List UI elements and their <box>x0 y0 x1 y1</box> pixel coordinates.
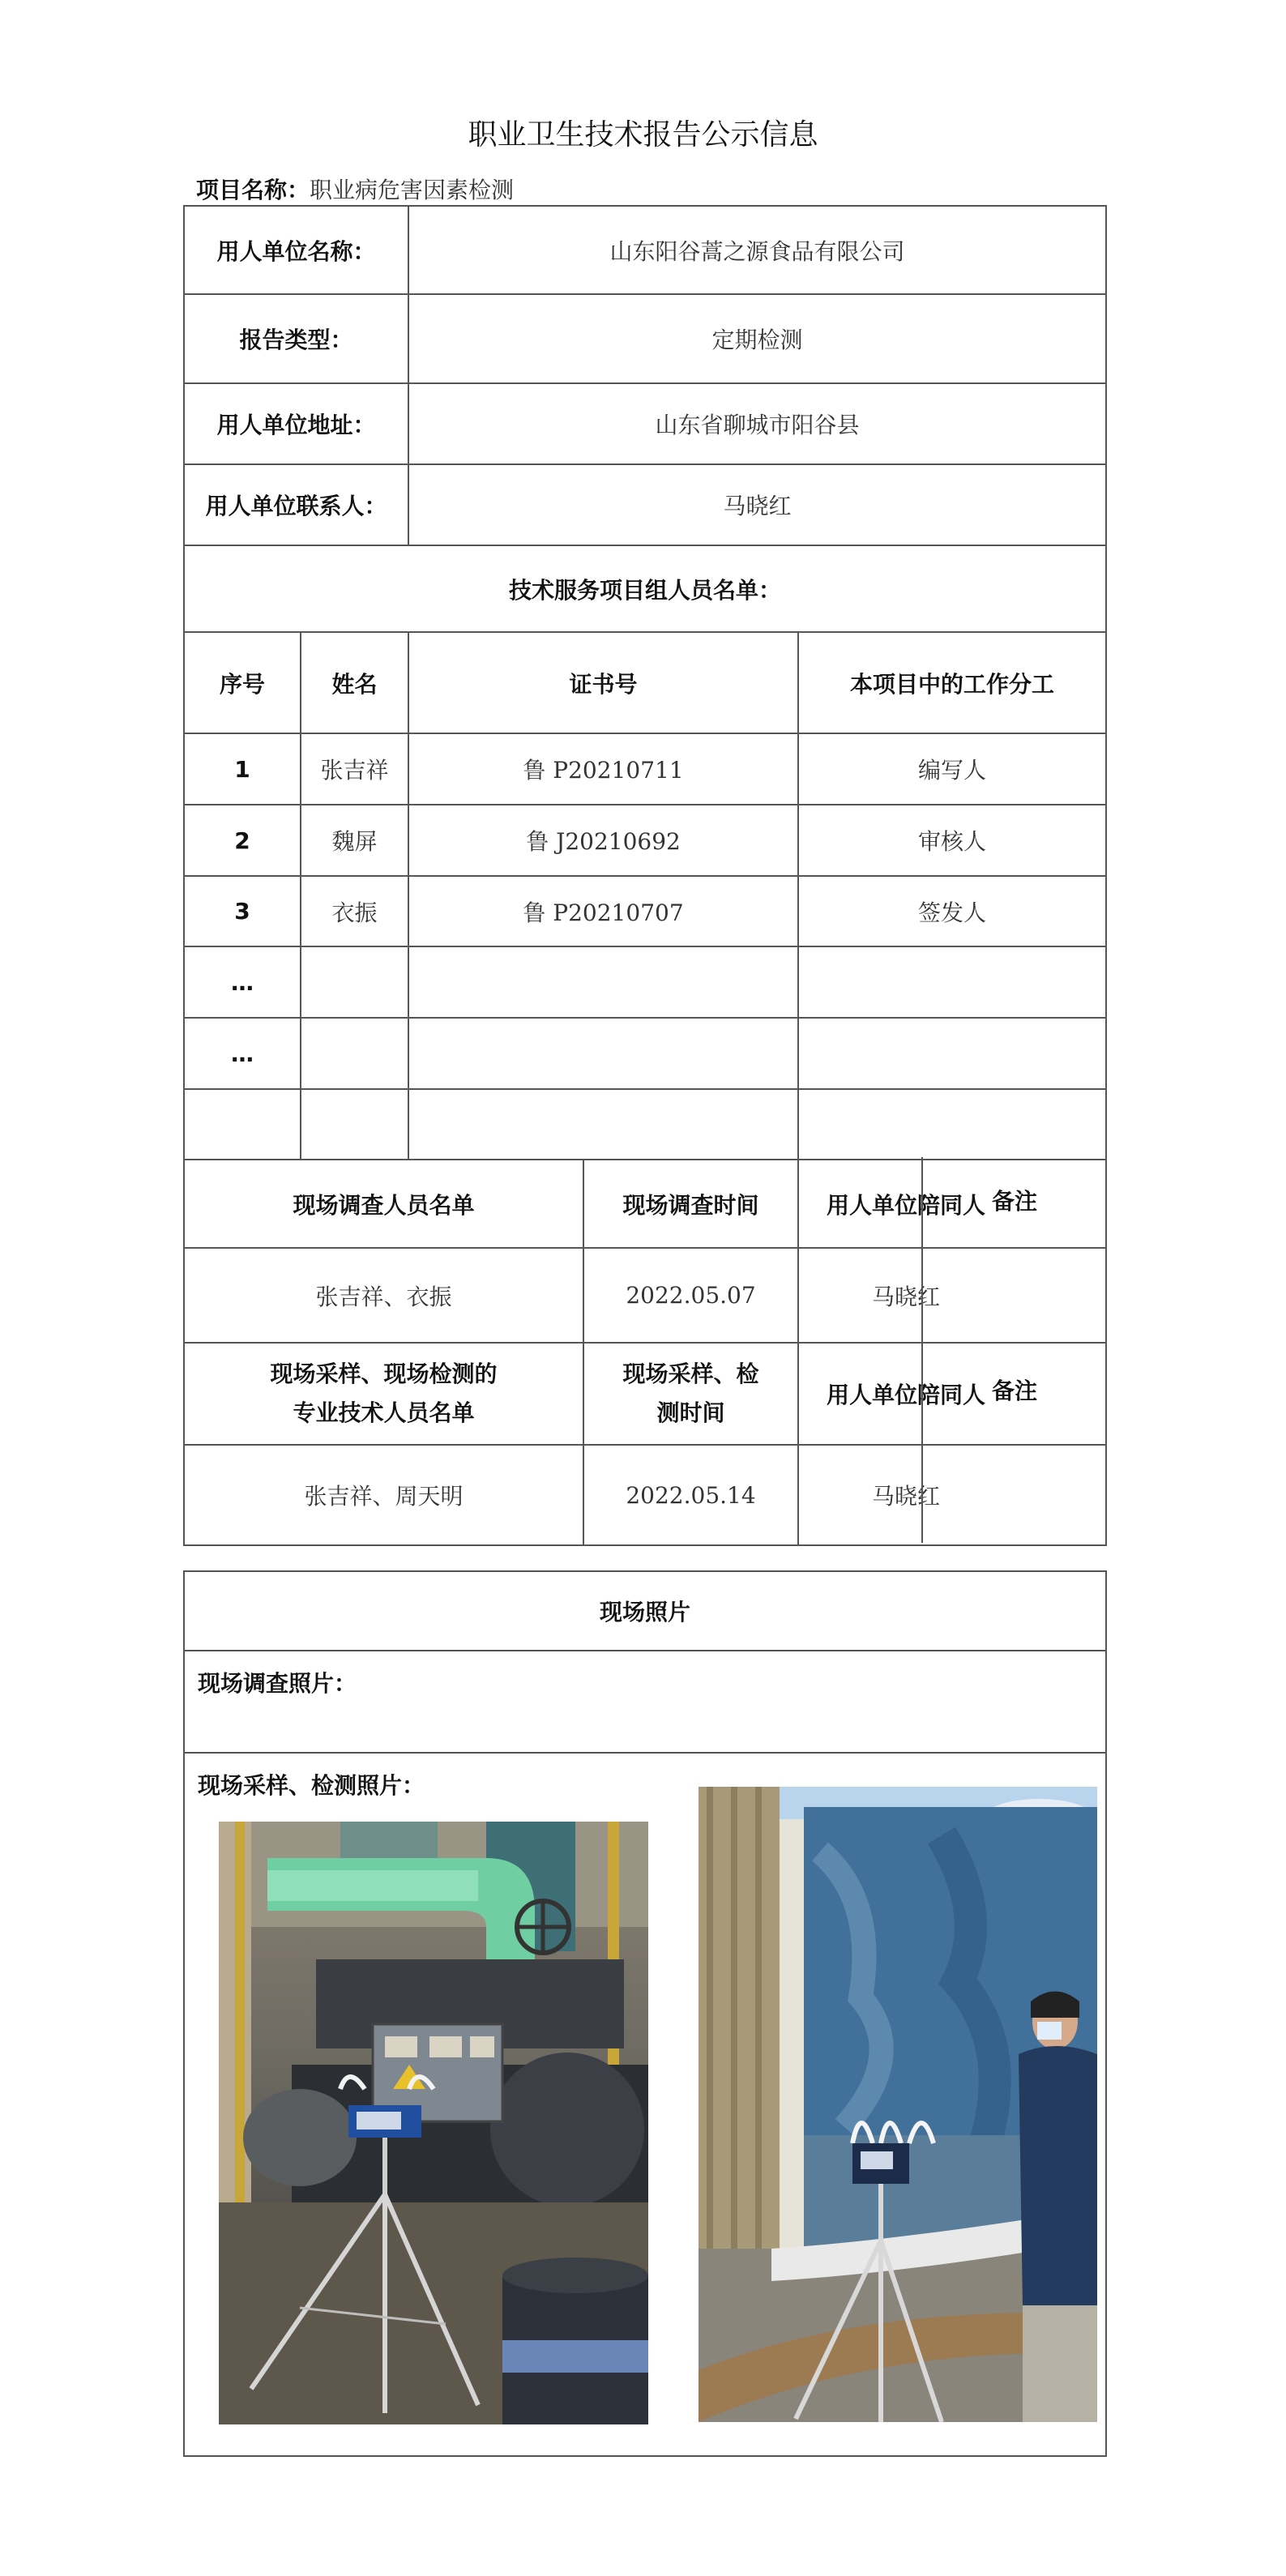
team-cell-certificate: 鲁 J20210692 <box>408 805 798 876</box>
info-row <box>184 464 1106 545</box>
info-value: 山东省聊城市阳谷县 <box>408 383 1106 464</box>
info-row <box>184 294 1106 383</box>
sampling-cell-time: 2022.05.14 <box>583 1445 798 1545</box>
team-cell-certificate <box>408 946 798 1018</box>
project-line <box>196 173 514 205</box>
info-label: 用人单位名称： <box>184 206 408 294</box>
team-row <box>184 733 1106 805</box>
info-row <box>184 206 1106 294</box>
info-label: 报告类型： <box>184 294 408 383</box>
team-row <box>184 1018 1106 1089</box>
sampling-header-escort: 用人单位陪同人 <box>798 1343 1106 1445</box>
indoor-sampling-illustration <box>219 1822 648 2424</box>
team-header-row <box>184 632 1106 733</box>
team-row <box>184 946 1106 1018</box>
project-label: 项目名称： <box>196 177 310 203</box>
survey-cell-time: 2022.05.07 <box>583 1248 798 1343</box>
sampling-header-staff: 现场采样、现场检测的 专业技术人员名单 <box>184 1343 583 1445</box>
survey-header-remarks: 备注 <box>991 1188 1037 1215</box>
team-cell-role <box>798 946 1106 1018</box>
team-cell-role <box>798 1018 1106 1089</box>
info-label: 用人单位地址： <box>184 383 408 464</box>
team-cell-certificate: 鲁 P20210707 <box>408 876 798 946</box>
info-value: 山东阳谷蒿之源食品有限公司 <box>408 206 1106 294</box>
photos-heading: 现场照片 <box>184 1571 1106 1651</box>
team-cell-name: 魏屏 <box>301 805 408 876</box>
col-header-role: 本项目中的工作分工 <box>798 632 1106 733</box>
team-cell-name <box>301 1018 408 1089</box>
photos-heading-row <box>184 1571 1106 1651</box>
sampling-header-time: 现场采样、检 测时间 <box>583 1343 798 1445</box>
team-cell-index: 3 <box>184 876 301 946</box>
team-cell-certificate <box>408 1089 798 1160</box>
team-cell-name <box>301 946 408 1018</box>
survey-header-escort: 用人单位陪同人 <box>798 1160 1106 1248</box>
sampling-cell-remarks <box>923 1442 1106 1543</box>
survey-cell-remarks <box>923 1245 1106 1340</box>
sampling-cell-escort: 马晓红 <box>798 1445 1106 1545</box>
info-row <box>184 383 1106 464</box>
col-header-index: 序号 <box>184 632 301 733</box>
team-cell-role: 签发人 <box>798 876 1106 946</box>
team-cell-role <box>798 1089 1106 1160</box>
page-title: 职业卫生技术报告公示信息 <box>468 118 818 152</box>
survey-header-time: 现场调查时间 <box>583 1160 798 1248</box>
sampling-cell-staff: 张吉祥、周天明 <box>184 1445 583 1545</box>
survey-cell-escort: 马晓红 <box>798 1248 1106 1343</box>
col-header-name: 姓名 <box>301 632 408 733</box>
info-value: 定期检测 <box>408 294 1106 383</box>
outdoor-sampling-illustration <box>699 1787 1097 2422</box>
project-value: 职业病危害因素检测 <box>310 177 515 203</box>
team-cell-index <box>184 1089 301 1160</box>
team-row <box>184 805 1106 876</box>
survey-photos-row <box>184 1651 1106 1753</box>
team-row <box>184 876 1106 946</box>
survey-header-staff: 现场调查人员名单 <box>184 1160 583 1248</box>
team-cell-name: 衣振 <box>301 876 408 946</box>
team-cell-index: 2 <box>184 805 301 876</box>
team-heading: 技术服务项目组人员名单： <box>184 545 1106 632</box>
team-cell-name <box>301 1089 408 1160</box>
team-cell-index: 1 <box>184 733 301 805</box>
team-cell-role: 编写人 <box>798 733 1106 805</box>
team-cell-role: 审核人 <box>798 805 1106 876</box>
indoor-sampling-photo <box>219 1822 648 2424</box>
info-label: 用人单位联系人： <box>184 464 408 545</box>
team-heading-row <box>184 545 1106 632</box>
col-header-certificate: 证书号 <box>408 632 798 733</box>
team-row <box>184 1089 1106 1160</box>
info-value: 马晓红 <box>408 464 1106 545</box>
sampling-photos-label: 现场采样、检测照片： <box>184 1753 1106 2456</box>
team-cell-name: 张吉祥 <box>301 733 408 805</box>
team-cell-certificate: 鲁 P20210711 <box>408 733 798 805</box>
team-cell-index: … <box>184 946 301 1018</box>
survey-cell-staff: 张吉祥、衣振 <box>184 1248 583 1343</box>
outdoor-sampling-photo <box>699 1787 1097 2422</box>
team-cell-index: … <box>184 1018 301 1089</box>
team-cell-certificate <box>408 1018 798 1089</box>
survey-photos-label: 现场调查照片： <box>184 1651 1106 1753</box>
sampling-header-remarks: 备注 <box>991 1378 1037 1404</box>
